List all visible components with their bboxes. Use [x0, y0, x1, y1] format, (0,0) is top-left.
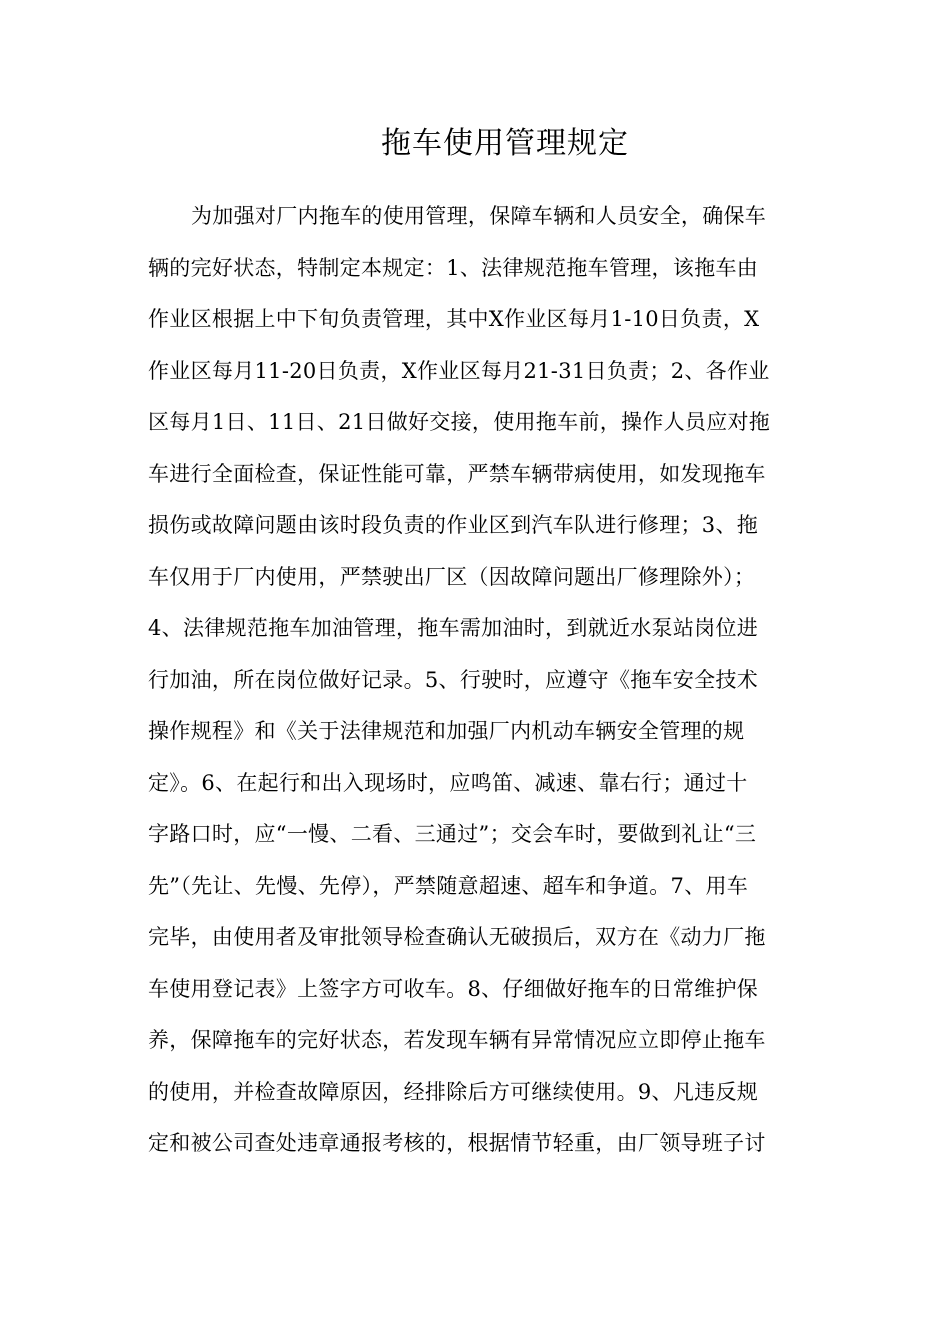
- body-line: 损伤或故障问题由该时段负责的作业区到汽车队进行修理；3、拖: [148, 513, 759, 537]
- body-line: 字路口时，应“一慢、二看、三通过”；交会车时，要做到礼让“三: [148, 822, 757, 846]
- body-line: 区每月1日、11日、21日做好交接，使用拖车前，操作人员应对拖: [148, 410, 771, 434]
- body-line: 车使用登记表》上签字方可收车。8、仔细做好拖车的日常维护保: [148, 976, 759, 1001]
- body-line: 作业区每月11-20日负责，X作业区每月21-31日负责；2、各作业: [148, 358, 770, 383]
- body-line: 行加油，所在岗位做好记录。5、行驶时，应遵守《拖车安全技术: [148, 667, 759, 692]
- body-line: 完毕，由使用者及审批领导检查确认无破损后，双方在《动力厂拖: [148, 925, 766, 949]
- body-line: 辆的完好状态，特制定本规定：1、法律规范拖车管理，该拖车由: [148, 255, 759, 280]
- body-line: 定》。6、在起行和出入现场时，应鸣笛、减速、靠右行；通过十: [148, 770, 748, 795]
- body-line: 车仅用于厂内使用，严禁驶出厂区（因故障问题出厂修理除外）；: [148, 564, 756, 589]
- body-line: 操作规程》和《关于法律规范和加强厂内机动车辆安全管理的规: [148, 719, 745, 743]
- body-line: 为加强对厂内拖车的使用管理，保障车辆和人员安全，确保车: [191, 204, 767, 228]
- body-line: 定和被公司查处违章通报考核的，根据情节轻重，由厂领导班子讨: [148, 1131, 766, 1155]
- body-line: 作业区根据上中下旬负责管理，其中X作业区每月1-10日负责，X: [148, 307, 760, 331]
- document-body: [148, 192, 808, 1171]
- body-line: 养，保障拖车的完好状态，若发现车辆有异常情况应立即停止拖车: [148, 1028, 766, 1052]
- document-title: 拖车使用管理规定: [381, 126, 629, 161]
- body-line: 先”（先让、先慢、先停），严禁随意超速、超车和争道。7、用车: [148, 873, 749, 898]
- body-line: 4、法律规范拖车加油管理，拖车需加油时，到就近水泵站岗位进: [148, 616, 759, 640]
- body-line: 的使用，并检查故障原因，经排除后方可继续使用。9、凡违反规: [148, 1079, 759, 1104]
- body-line: 车进行全面检查，保证性能可靠，严禁车辆带病使用，如发现拖车: [148, 461, 766, 486]
